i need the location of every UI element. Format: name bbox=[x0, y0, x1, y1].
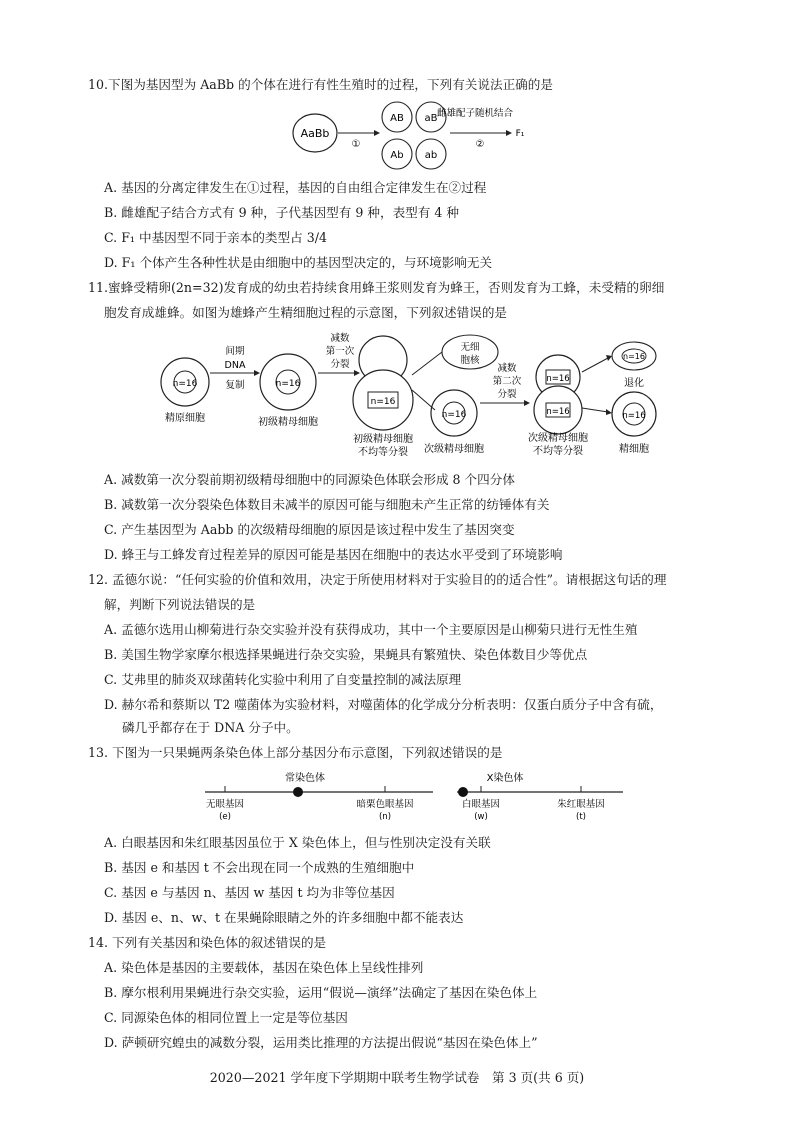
q14-option-d: D. 萨顿研究蝗虫的减数分裂，运用类比推理的方法提出假说“基因在染色体上” bbox=[104, 1035, 538, 1050]
degenerate-label: 退化 bbox=[624, 378, 644, 389]
q11-stem-cont: 胞发育成雄蜂。如图为雄蜂产生精细胞过程的示意图，下列叙述错误的是 bbox=[104, 305, 507, 320]
svg-text:第一次: 第一次 bbox=[325, 346, 355, 357]
svg-text:胞核: 胞核 bbox=[460, 355, 480, 366]
svg-text:复制: 复制 bbox=[225, 380, 245, 391]
sperm-label: 精细胞 bbox=[619, 444, 649, 455]
xchrom-label: X染色体 bbox=[486, 773, 524, 784]
svg-text:n=16: n=16 bbox=[172, 379, 198, 389]
q10-option-a: A. 基因的分离定律发生在①过程，基因的自由组合定律发生在②过程 bbox=[104, 180, 487, 195]
gene-e: 无眼基因 bbox=[205, 799, 245, 810]
svg-text:无细: 无细 bbox=[460, 342, 480, 353]
q11-diagram bbox=[150, 330, 680, 460]
q13-option-d: D. 基因 e、n、w、t 在果蝇除眼睛之外的许多细胞中都不能表达 bbox=[104, 910, 464, 925]
svg-text:不均等分裂: 不均等分裂 bbox=[533, 446, 583, 457]
primary-label: 初级精母细胞 bbox=[258, 417, 318, 428]
q13-option-c: C. 基因 e 与基因 n、基因 w 基因 t 均为非等位基因 bbox=[104, 885, 395, 900]
q12-option-c: C. 艾弗里的肺炎双球菌转化实验中利用了自变量控制的减法原理 bbox=[104, 672, 462, 687]
q10-option-b: B. 雌雄配子结合方式有 9 种，子代基因型有 9 种，表型有 4 种 bbox=[104, 205, 459, 220]
svg-text:减数: 减数 bbox=[497, 363, 517, 374]
gamete-AB: AB bbox=[390, 113, 404, 124]
svg-text:DNA: DNA bbox=[224, 360, 246, 371]
gene-t: 朱红眼基因 bbox=[557, 799, 605, 810]
step2-label: ② bbox=[475, 139, 485, 150]
gene-n: 暗栗色眼基因 bbox=[356, 799, 414, 810]
q13-option-b: B. 基因 e 和基因 t 不会出现在同一个成熟的生殖细胞中 bbox=[104, 860, 415, 875]
q14-option-c: C. 同源染色体的相同位置上一定是等位基因 bbox=[104, 1010, 348, 1025]
q10-stem: 10.下图为基因型为 AaBb 的个体在进行有性生殖时的过程，下列有关说法正确的是 bbox=[88, 77, 553, 92]
parent-genotype: AaBb bbox=[300, 127, 330, 140]
spermatogonium-label: 精原细胞 bbox=[165, 413, 205, 424]
q14-stem: 14. 下列有关基因和染色体的叙述错误的是 bbox=[88, 935, 327, 950]
q12-option-d-cont: 磷几乎都存在于 DNA 分子中。 bbox=[122, 720, 299, 735]
q10-option-d: D. F₁ 个体产生各种性状是由细胞中的基因型决定的，与环境影响无关 bbox=[104, 255, 493, 270]
gene-w: 白眼基因 bbox=[461, 799, 501, 810]
q14-option-b: B. 摩尔根利用果蝇进行杂交实验，运用“假说—演绎”法确定了基因在染色体上 bbox=[104, 985, 538, 1000]
svg-text:(n): (n) bbox=[378, 812, 392, 822]
q12-stem-cont: 解，判断下列说法错误的是 bbox=[104, 597, 256, 612]
q11-option-b: B. 减数第一次分裂染色体数目未减半的原因可能与细胞未产生正常的纺锤体有关 bbox=[104, 497, 550, 512]
svg-text:次级精母细胞: 次级精母细胞 bbox=[528, 433, 588, 444]
step2-text: 雌雄配子随机结合 bbox=[436, 108, 514, 119]
gamete-aB: aB bbox=[424, 113, 438, 124]
svg-text:n=16: n=16 bbox=[623, 352, 645, 361]
svg-text:n=16: n=16 bbox=[622, 411, 646, 421]
q13-stem: 13. 下图为一只果蝇两条染色体上部分基因分布示意图，下列叙述错误的是 bbox=[88, 745, 503, 760]
step1-label: ① bbox=[351, 139, 361, 150]
q10-diagram bbox=[290, 100, 530, 178]
page-footer: 2020—2021 学年度下学期期中联考生物学试卷 第 3 页(共 6 页) bbox=[209, 1070, 585, 1085]
svg-text:n=16: n=16 bbox=[546, 407, 570, 417]
q14-option-a: A. 染色体是基因的主要载体，基因在染色体上呈线性排列 bbox=[104, 960, 424, 975]
svg-text:减数: 减数 bbox=[330, 333, 350, 344]
q13-option-a: A. 白眼基因和朱红眼基因虽位于 X 染色体上，但与性别决定没有关联 bbox=[104, 835, 491, 850]
q12-option-b: B. 美国生物学家摩尔根选择果蝇进行杂交实验，果蝇具有繁殖快、染色体数目少等优点 bbox=[104, 647, 588, 662]
gamete-Ab: Ab bbox=[390, 150, 404, 161]
svg-text:分裂: 分裂 bbox=[497, 389, 517, 400]
svg-text:分裂: 分裂 bbox=[330, 359, 350, 370]
svg-text:n=16: n=16 bbox=[370, 397, 396, 407]
secondary-label: 次级精母细胞 bbox=[424, 444, 484, 455]
q12-stem: 12. 孟德尔说：“任何实验的价值和效用，决定于所使用材料对于实验目的的适合性”。请根据这句话的理 bbox=[88, 572, 667, 587]
svg-text:(t): (t) bbox=[576, 812, 586, 822]
svg-text:n=16: n=16 bbox=[546, 374, 570, 384]
svg-text:n=16: n=16 bbox=[441, 410, 467, 420]
q11-option-a: A. 减数第一次分裂前期初级精母细胞中的同源染色体联会形成 8 个四分体 bbox=[104, 472, 515, 487]
gamete-ab: ab bbox=[424, 150, 438, 161]
svg-text:第二次: 第二次 bbox=[492, 376, 522, 387]
svg-text:(w): (w) bbox=[474, 812, 488, 822]
q11-stem: 11.蜜蜂受精卵(2n=32)发育成的幼虫若持续食用蜂王浆则发育为蜂王，否则发育为工蜂，未受精的卵细 bbox=[88, 280, 665, 295]
q12-option-a: A. 孟德尔选用山柳菊进行杂交实验并没有获得成功，其中一个主要原因是山柳菊只进行无性生殖 bbox=[104, 622, 638, 637]
q12-option-d: D. 赫尔希和蔡斯以 T2 噬菌体为实验材料，对噬菌体的化学成分分析表明：仅蛋白质分子中含有硫， bbox=[104, 697, 663, 712]
q11-option-d: D. 蜂王与工蜂发育过程差异的原因可能是基因在细胞中的表达水平受到了环境影响 bbox=[104, 547, 563, 562]
svg-text:初级精母细胞: 初级精母细胞 bbox=[353, 434, 413, 445]
svg-text:(e): (e) bbox=[219, 812, 231, 822]
autosome-label: 常染色体 bbox=[285, 773, 325, 784]
q10-option-c: C. F₁ 中基因型不同于亲本的类型占 3/4 bbox=[104, 230, 327, 245]
svg-text:不均等分裂: 不均等分裂 bbox=[358, 447, 408, 458]
svg-text:间期: 间期 bbox=[225, 346, 245, 357]
svg-text:n=16: n=16 bbox=[275, 379, 301, 389]
q11-option-c: C. 产生基因型为 Aabb 的次级精母细胞的原因是该过程中发生了基因突变 bbox=[104, 522, 515, 537]
q13-diagram bbox=[195, 768, 635, 824]
f1-label: F₁ bbox=[515, 129, 525, 139]
